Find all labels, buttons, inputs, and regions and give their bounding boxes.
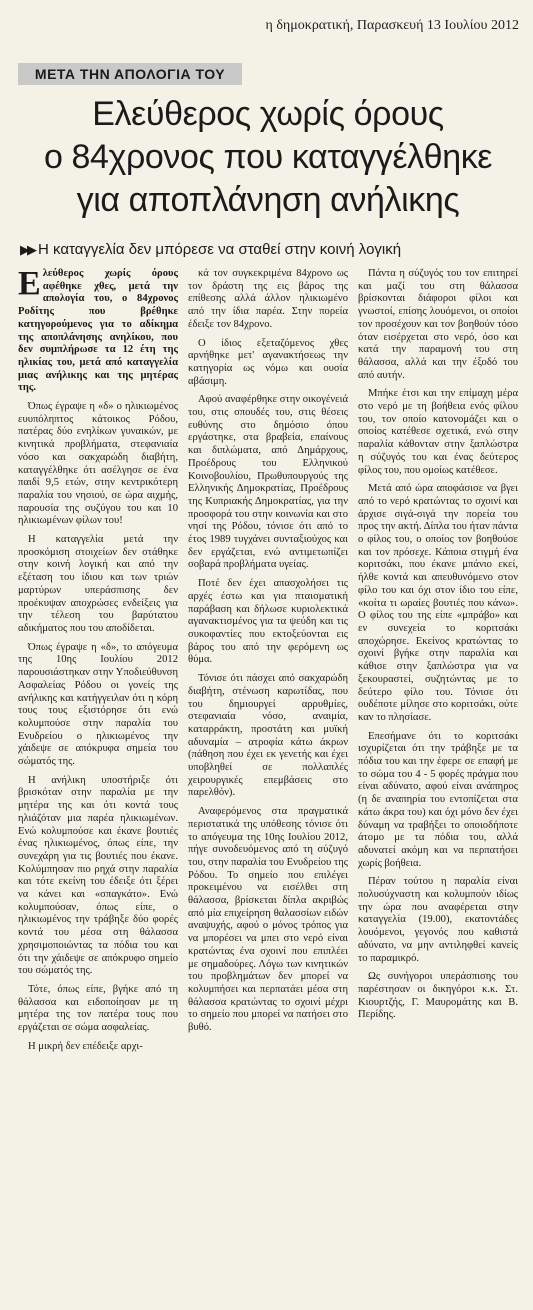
lead-text: λεύθερος χωρίς όρους αφέθηκε χθες, μετά την απολογία του, ο 84χρονος Ροδίτης που βρέθηκε κατηγορούμενος για το αδίκημα της αποπλάνησης ανηλίκου, που δεν συμπλήρωσε τα 12 έτη της ηλικίας του, μετά από καταγγελία μιας ανήλικης και της μητέρας της. <box>18 268 178 394</box>
paragraph: Τόνισε ότι πάσχει από σακχαρώδη διαβήτη, στένωση καρωτίδας, που του δημιουργεί αρρυθμίες, στεφανιαία νόσο, αναιμία, καταρράκτη, προστάτη και μυϊκή αδυναμία – ατροφία κάτω άκρων (πάθηση που έχει εκ γενετής και έχει υποβληθεί σε πολλαπλές χειρουργικές επεμβάσεις στο παρελθόν). <box>188 673 348 799</box>
paragraph: Αφού αναφέρθηκε στην οικογένειά του, στις σπουδές του, στις θέσεις ευθύνης στο δημόσιο όπου εργάστηκε, στα βραβεία, επαίνους και διπλώματα, από Δημάρχους, Προέδρους του Ελληνικού Κοινοβουλίου, Πρωθυπουργούς της Ελληνικής Δημοκρατίας, Προέδρους της Κυπριακής Δημοκρατίας, για την προσφορά του στην κοινωνία και στο νησί της Ρόδου, τόνισε ότι από το έτος 1989 τυγχάνει συνταξιούχος και δεν εργάζεται, ενώ αντιμετωπίζει σοβαρά προβλήματα υγείας. <box>188 394 348 571</box>
paragraph: Πάντα η σύζυγός του τον επιτηρεί και μαζί του στη θάλασσα βρίσκονται διάφοροι φίλοι και γνωστοί, επίσης λουόμενοι, οι οποίοι τον προσέχουν και τον βοηθούν τόσο όταν εισέρχεται στο νερό, όσο και κατά την παραμονή του στη θάλασσα, αλλά και την έξοδό του από αυτήν. <box>358 268 518 381</box>
paragraph: Επεσήμανε ότι το κοριτσάκι ισχυρίζεται ότι την τράβηξε με τα πόδια του και την έφερε σε επαφή με το σώμα του 4 - 5 φορές πράγμα που είναι αδύνατο, αφού είναι ανάπηρος (η δε αναπηρία του εντοπίζεται στα κάτω άκρα του) και όχι μόνο δεν έχει δύναμη να τραβήξει το οποιοδήποτε άτομο με τα πόδια του, αλλά αδυνατεί ακόμη και να περπατήσει χωρίς βοήθεια. <box>358 730 518 869</box>
paragraph: Η καταγγελία μετά την προσκόμιση στοιχείων δεν στάθηκε στην κοινή λογική και από την εξέταση του ίδιου και των τριών μαρτύρων υπεράσπισης δεν προέκυψαν αποχρώσες ενδείξεις για την τέλεση του βαρύτατου αδικήματος που του αποδίδεται. <box>18 534 178 634</box>
headline-line: για αποπλάνηση ανήλικης <box>76 181 460 219</box>
paragraph: Η μικρή δεν επέδειξε αρχι- <box>28 1040 143 1052</box>
article-column-1 <box>18 268 178 1308</box>
headline-line: ο 84χρονος που καταγγέλθηκε <box>43 138 493 176</box>
paragraph: Όπως έγραψε η «δ», το απόγευμα της 10ης Ιουλίου 2012 παρουσιάστηκαν στην Υποδιεύθυνση Ασφαλείας Ρόδου οι γονείς της ανήλικης και κατήγγειλαν ότι η κόρη τους τους εξιστόρησε ότι ενώ κολυμπούσε στην παραλία του Ενυδρείου ο ηλικιωμένος την χάιδεψε σε απόκρυφα σημεία του σώματός της. <box>18 641 178 768</box>
paragraph: Μπήκε έτσι και την επίμαχη μέρα στο νερό με τη βοήθεια ενός φίλου του, τον οποίο κατονομάζει και ο οποίος κατέθεσε σχετικά, ενώ στην παραλία κάθονταν στην ξαπλώστρα η σύζυγός του και ένας δεύτερος φίλος του, που ομοίως κατέθεσε. <box>358 388 518 476</box>
subheadline <box>20 241 520 259</box>
kicker: ΜΕΤΑ ΤΗΝ ΑΠΟΛΟΓΙΑ ΤΟΥ <box>18 63 242 85</box>
article-column-3 <box>358 268 518 1308</box>
paragraph: Τότε, όπως είπε, βγήκε από τη θάλασσα και ειδοποίησαν με τη μητέρα της τον πατέρα τους που εργάζεται σε σώμα ασφαλείας. <box>18 983 178 1034</box>
article-body <box>18 268 518 1308</box>
subheadline-text: Η καταγγελία δεν μπόρεσε να σταθεί στην κοινή λογική <box>38 241 402 258</box>
paragraph: κά τον συγκεκριμένα 84χρονο ως τον δράστη της εις βάρος της επίθεσης αλλά άλλον ηλικιωμένο από την ίδια παρέα. Στην πορεία έδειξε τον 84χρονο. <box>188 268 348 330</box>
headline <box>18 93 518 222</box>
paragraph: Ποτέ δεν έχει απασχολήσει τις αρχές έστω και για πταισματική παράβαση και δήλωσε κυριολεκτικά αγανακτισμένος για τα ψεύδη και τις συκοφαντίες που εκτοξεύονται εις βάρος του από την φερόμενη ως θύμα. <box>188 578 348 666</box>
headline-line: Ελεύθερος χωρίς όρους <box>92 95 444 133</box>
paragraph: Πέραν τούτου η παραλία είναι πολυσύχναστη και κολυμπούν ιδίως την ώρα που αναφέρεται στην καταγγελία (19.00), εκατοντάδες λουόμενοι, γεγονός που καθιστά αδύνατο, να μην αντιληφθεί κανείς το παραμικρό. <box>358 876 518 964</box>
article-column-2 <box>188 268 348 1308</box>
double-arrow-icon: ▶▶ <box>20 242 34 257</box>
drop-cap: Ε <box>18 268 41 302</box>
paragraph: Μετά από ώρα αποφάσισε να βγει από το νερό κρατώντας το σχοινί και άρχισε σιγά-σιγά την πορεία του προς την ακτή. Δίπλα του ήταν πάντα ο φίλος του, ο οποίος τον βοηθούσε και τον πρόσεχε. Κάποια στιγμή ένα κοριτσάκι, που έκανε μπάνιο εκεί, ήλθε κοντά και απευθυνόμενο στον φίλο του και όχι στον ίδιο του είπε, «κοίτα τι ωραίες βουτιές που κάνω». Ο φίλος του της είπε «μπράβο» και εν συνεχεία το κοριτσάκι αποχώρησε. Εκείνος κρατώντας το σχοινί βγήκε στην παραλία και κάθισε στην ξαπλώστρα για να ξεκουραστεί, συζητώντας με το δεύτερο φίλο του. Τόνισε ότι ουδέποτε μίλησε στο κοριτσάκι, ούτε καν το πλησίασε. <box>358 483 518 723</box>
paragraph: Όπως έγραψε η «δ» ο ηλικιωμένος ευυπόληπτος κάτοικος Ρόδου, πατέρας δύο ενηλίκων γυναικών, με κινητικά προβλήματα, στεφανιαία νόσο και σακχαρώδη διαβήτη, καταγγέλθηκε ότι ασέλγησε σε ένα παιδί 9,5 ετών, στην κεντρικότερη παραλία του νησιού, σε ώρα αιχμής, παρουσία της συζύγου του και 10 ηλικιωμένων φίλων του! <box>18 401 178 527</box>
paragraph: Ο ίδιος εξεταζόμενος χθες αρνήθηκε μετ' αγανακτήσεως την κατηγορία ως νόμω και ουσία αβάσιμη. <box>188 337 348 387</box>
paragraph: Η ανήλικη υποστήριξε ότι βρισκόταν στην παραλία με την μητέρα της και ότι κοντά τους ηλιάζόταν μια παρέα ηλικιωμένων. Ενώ κολυμπούσε και έκανε βουτιές ένας ηλικιωμένος, όπως είπε, την συνεχάρη για τις βουτιές που έκανε. Κολύμπησαν πιο ρηχά στην παραλία και τότε εκείνη του έδειξε ότι ξέρει να κάνει και «σπαγκάτο». Ενώ κολυμπούσαν, όπως είπε, ο ηλικιωμένος την τράβηξε δύο φορές κοντά του μέσα στη θάλασσα χρησιμοποιώντας τα πόδια του και ότι την χάιδεψε σε απόκρυφο σημείο του σώματός της. <box>18 774 178 977</box>
article-lead-paragraph <box>18 268 178 395</box>
paragraph: Ως συνήγοροι υπεράσπισης του παρέστησαν οι δικηγόροι κ.κ. Στ. Κιουρτζής, Γ. Μαυρομάτης και Β. Περίδης. <box>358 971 518 1021</box>
paragraph: Αναφερόμενος στα πραγματικά περιστατικά της υπόθεσης τόνισε ότι το απόγευμα της 10ης Ιουλίου 2012, πήγε συνοδευόμενος από τη σύζυγό του, στην παραλία του Ενυδρείου της Ρόδου. Το σημείο που επιλέγει προκειμένου να εισέλθει στη θάλασσα, βρίσκεται δίπλα ακριβώς από μία επιχείρηση θαλασσίων ειδών αναψυχής, αφού ο μόνος τρόπος για να μπορέσει να μπει στο νερό είναι κρατώντας ένα σχοινί που επιπλέει με σημαδούρες. Λόγω των κινητικών του προβλημάτων δεν μπορεί να κολυμπήσει και περπατάει μέσα στη θάλασσα κρατώντας το σχοινί μέχρι το σημείο που μπορεί να πατήσει στο βυθό. <box>188 806 348 1034</box>
masthead: η δημοκρατική, Παρασκευή 13 Ιουλίου 2012 <box>265 18 519 33</box>
